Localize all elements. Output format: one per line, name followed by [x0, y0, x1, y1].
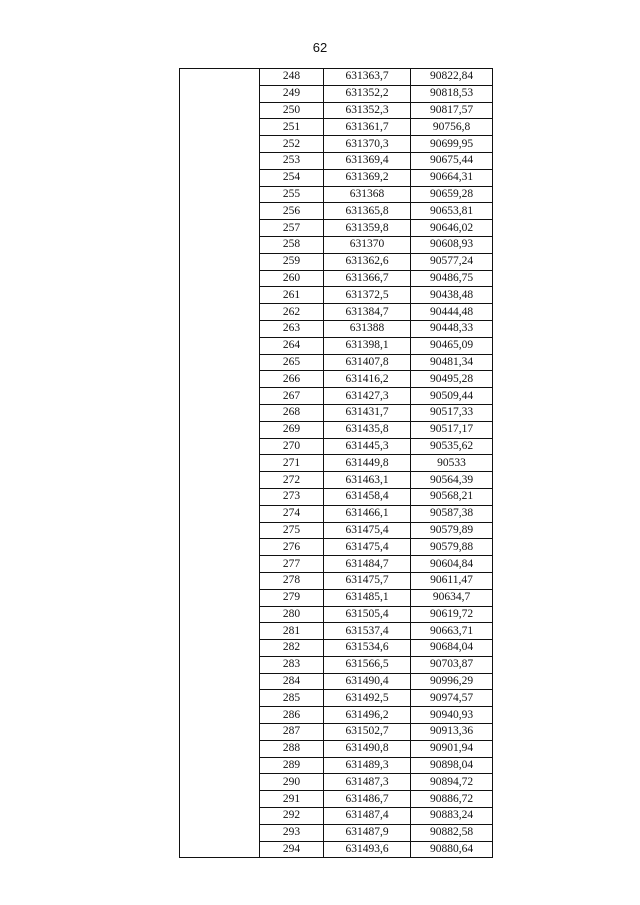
x-coordinate-cell: 631484,7	[324, 556, 411, 573]
y-coordinate-cell: 90818,53	[411, 85, 493, 102]
y-coordinate-cell: 90481,34	[411, 354, 493, 371]
point-number-cell: 268	[260, 404, 324, 421]
x-coordinate-cell: 631362,6	[324, 253, 411, 270]
y-coordinate-cell: 90703,87	[411, 656, 493, 673]
point-number-cell: 274	[260, 505, 324, 522]
y-coordinate-cell: 90756,8	[411, 119, 493, 136]
y-coordinate-cell: 90883,24	[411, 808, 493, 825]
y-coordinate-cell: 90913,36	[411, 724, 493, 741]
point-number-cell: 273	[260, 488, 324, 505]
y-coordinate-cell: 90564,39	[411, 472, 493, 489]
x-coordinate-cell: 631361,7	[324, 119, 411, 136]
y-coordinate-cell: 90587,38	[411, 505, 493, 522]
y-coordinate-cell: 90940,93	[411, 707, 493, 724]
x-coordinate-cell: 631435,8	[324, 421, 411, 438]
point-number-cell: 270	[260, 438, 324, 455]
x-coordinate-cell: 631407,8	[324, 354, 411, 371]
x-coordinate-cell: 631475,7	[324, 572, 411, 589]
x-coordinate-cell: 631490,8	[324, 740, 411, 757]
x-coordinate-cell: 631490,4	[324, 673, 411, 690]
merged-blank-cell	[180, 69, 260, 858]
page-number: 62	[312, 40, 328, 55]
x-coordinate-cell: 631352,3	[324, 102, 411, 119]
x-coordinate-cell: 631368	[324, 186, 411, 203]
y-coordinate-cell: 90495,28	[411, 371, 493, 388]
point-number-cell: 266	[260, 371, 324, 388]
x-coordinate-cell: 631487,4	[324, 808, 411, 825]
y-coordinate-cell: 90448,33	[411, 320, 493, 337]
x-coordinate-cell: 631449,8	[324, 455, 411, 472]
y-coordinate-cell: 90659,28	[411, 186, 493, 203]
point-number-cell: 256	[260, 203, 324, 220]
point-number-cell: 278	[260, 572, 324, 589]
point-number-cell: 248	[260, 69, 324, 86]
x-coordinate-cell: 631486,7	[324, 791, 411, 808]
point-number-cell: 284	[260, 673, 324, 690]
x-coordinate-cell: 631537,4	[324, 623, 411, 640]
x-coordinate-cell: 631493,6	[324, 841, 411, 858]
point-number-cell: 267	[260, 388, 324, 405]
point-number-cell: 293	[260, 824, 324, 841]
point-number-cell: 285	[260, 690, 324, 707]
point-number-cell: 272	[260, 472, 324, 489]
x-coordinate-cell: 631431,7	[324, 404, 411, 421]
y-coordinate-cell: 90898,04	[411, 757, 493, 774]
x-coordinate-cell: 631445,3	[324, 438, 411, 455]
x-coordinate-cell: 631372,5	[324, 287, 411, 304]
x-coordinate-cell: 631398,1	[324, 337, 411, 354]
x-coordinate-cell: 631534,6	[324, 640, 411, 657]
x-coordinate-cell: 631365,8	[324, 203, 411, 220]
point-number-cell: 291	[260, 791, 324, 808]
y-coordinate-cell: 90438,48	[411, 287, 493, 304]
point-number-cell: 254	[260, 169, 324, 186]
x-coordinate-cell: 631416,2	[324, 371, 411, 388]
point-number-cell: 294	[260, 841, 324, 858]
point-number-cell: 263	[260, 320, 324, 337]
x-coordinate-cell: 631466,1	[324, 505, 411, 522]
point-number-cell: 251	[260, 119, 324, 136]
x-coordinate-cell: 631502,7	[324, 724, 411, 741]
y-coordinate-cell: 90886,72	[411, 791, 493, 808]
y-coordinate-cell: 90653,81	[411, 203, 493, 220]
point-number-cell: 262	[260, 304, 324, 321]
point-number-cell: 258	[260, 236, 324, 253]
y-coordinate-cell: 90535,62	[411, 438, 493, 455]
y-coordinate-cell: 90444,48	[411, 304, 493, 321]
point-number-cell: 252	[260, 136, 324, 153]
y-coordinate-cell: 90894,72	[411, 774, 493, 791]
point-number-cell: 287	[260, 724, 324, 741]
coordinates-table-body	[180, 69, 493, 858]
point-number-cell: 265	[260, 354, 324, 371]
y-coordinate-cell: 90604,84	[411, 556, 493, 573]
point-number-cell: 279	[260, 589, 324, 606]
x-coordinate-cell: 631384,7	[324, 304, 411, 321]
point-number-cell: 250	[260, 102, 324, 119]
table-row	[180, 69, 493, 86]
point-number-cell: 282	[260, 640, 324, 657]
point-number-cell: 280	[260, 606, 324, 623]
x-coordinate-cell: 631369,4	[324, 152, 411, 169]
x-coordinate-cell: 631487,9	[324, 824, 411, 841]
point-number-cell: 269	[260, 421, 324, 438]
x-coordinate-cell: 631388	[324, 320, 411, 337]
y-coordinate-cell: 90901,94	[411, 740, 493, 757]
y-coordinate-cell: 90533	[411, 455, 493, 472]
y-coordinate-cell: 90675,44	[411, 152, 493, 169]
y-coordinate-cell: 90619,72	[411, 606, 493, 623]
point-number-cell: 276	[260, 539, 324, 556]
y-coordinate-cell: 90817,57	[411, 102, 493, 119]
x-coordinate-cell: 631370	[324, 236, 411, 253]
point-number-cell: 288	[260, 740, 324, 757]
x-coordinate-cell: 631458,4	[324, 488, 411, 505]
point-number-cell: 289	[260, 757, 324, 774]
x-coordinate-cell: 631352,2	[324, 85, 411, 102]
y-coordinate-cell: 90465,09	[411, 337, 493, 354]
y-coordinate-cell: 90509,44	[411, 388, 493, 405]
y-coordinate-cell: 90882,58	[411, 824, 493, 841]
point-number-cell: 290	[260, 774, 324, 791]
point-number-cell: 275	[260, 522, 324, 539]
x-coordinate-cell: 631363,7	[324, 69, 411, 86]
x-coordinate-cell: 631489,3	[324, 757, 411, 774]
x-coordinate-cell: 631487,3	[324, 774, 411, 791]
point-number-cell: 271	[260, 455, 324, 472]
y-coordinate-cell: 90611,47	[411, 572, 493, 589]
y-coordinate-cell: 90608,93	[411, 236, 493, 253]
point-number-cell: 249	[260, 85, 324, 102]
point-number-cell: 264	[260, 337, 324, 354]
point-number-cell: 292	[260, 808, 324, 825]
y-coordinate-cell: 90684,04	[411, 640, 493, 657]
point-number-cell: 260	[260, 270, 324, 287]
y-coordinate-cell: 90646,02	[411, 220, 493, 237]
y-coordinate-cell: 90634,7	[411, 589, 493, 606]
point-number-cell: 259	[260, 253, 324, 270]
x-coordinate-cell: 631463,1	[324, 472, 411, 489]
point-number-cell: 277	[260, 556, 324, 573]
x-coordinate-cell: 631475,4	[324, 539, 411, 556]
y-coordinate-cell: 90486,75	[411, 270, 493, 287]
x-coordinate-cell: 631370,3	[324, 136, 411, 153]
x-coordinate-cell: 631359,8	[324, 220, 411, 237]
y-coordinate-cell: 90996,29	[411, 673, 493, 690]
x-coordinate-cell: 631427,3	[324, 388, 411, 405]
y-coordinate-cell: 90664,31	[411, 169, 493, 186]
point-number-cell: 257	[260, 220, 324, 237]
point-number-cell: 253	[260, 152, 324, 169]
point-number-cell: 281	[260, 623, 324, 640]
coordinates-table	[179, 68, 493, 858]
y-coordinate-cell: 90517,33	[411, 404, 493, 421]
y-coordinate-cell: 90974,57	[411, 690, 493, 707]
point-number-cell: 286	[260, 707, 324, 724]
x-coordinate-cell: 631366,7	[324, 270, 411, 287]
y-coordinate-cell: 90579,88	[411, 539, 493, 556]
y-coordinate-cell: 90822,84	[411, 69, 493, 86]
x-coordinate-cell: 631485,1	[324, 589, 411, 606]
y-coordinate-cell: 90663,71	[411, 623, 493, 640]
y-coordinate-cell: 90699,95	[411, 136, 493, 153]
x-coordinate-cell: 631492,5	[324, 690, 411, 707]
point-number-cell: 255	[260, 186, 324, 203]
y-coordinate-cell: 90880,64	[411, 841, 493, 858]
x-coordinate-cell: 631475,4	[324, 522, 411, 539]
point-number-cell: 283	[260, 656, 324, 673]
x-coordinate-cell: 631369,2	[324, 169, 411, 186]
x-coordinate-cell: 631496,2	[324, 707, 411, 724]
y-coordinate-cell: 90568,21	[411, 488, 493, 505]
y-coordinate-cell: 90579,89	[411, 522, 493, 539]
point-number-cell: 261	[260, 287, 324, 304]
x-coordinate-cell: 631566,5	[324, 656, 411, 673]
y-coordinate-cell: 90577,24	[411, 253, 493, 270]
x-coordinate-cell: 631505,4	[324, 606, 411, 623]
y-coordinate-cell: 90517,17	[411, 421, 493, 438]
